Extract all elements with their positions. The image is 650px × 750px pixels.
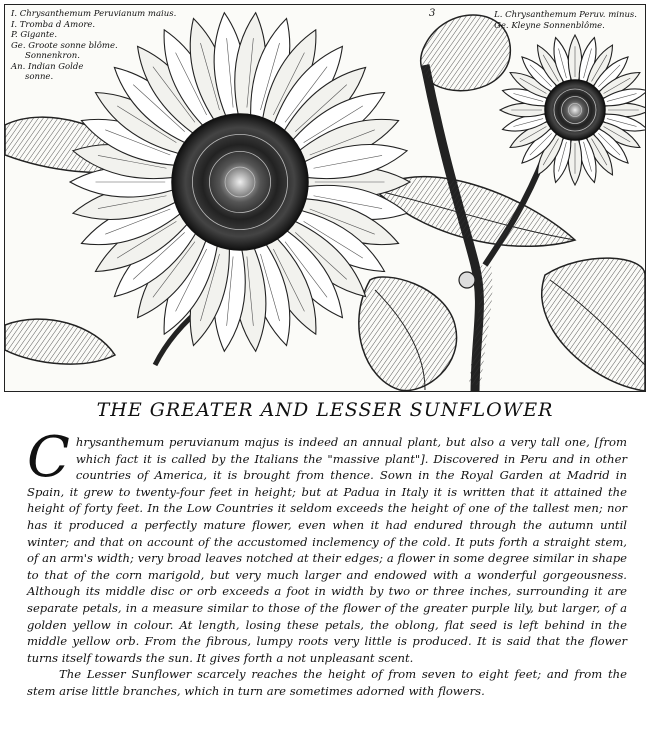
page-title: THE GREATER AND LESSER SUNFLOWER — [96, 399, 554, 421]
leaf-lower-center — [359, 277, 457, 391]
plant-names-left — [11, 9, 176, 83]
plant-names-right — [494, 10, 637, 31]
paragraph-text: hrysanthemum peruvianum majus is indeed an annual plant, but also a very tall one, [from which fact it is called by the Italians the "massive plant"]. Discovered in Peru and in other countries of America, it is brought from thence. Sown in the Royal Garden at Madrid in Spain, it grew to twenty-four feet in height; but at Padua in Italy it is written that it attained the height of forty feet. In the Low Countries it seldom exceeds the height of one of the tallest men; nor has it produced a perfectly mature flower, even when it had endured through the autumn until winter; and that on account of the accustomed inclemency of the cold. It puts forth a straight stem, of an arm's width; very broad leaves notched at their edges; a flower in some degree similar in shape to that of the corn marigold, but very much larger and endowed with a wonderful gorgeousness. Although its middle disc or orb exceeds a foot in width by two or three inches, surrounding it are separate petals, in a measure similar to those of the flower of the greater purple lily, but larger, of a golden yellow in colour. At length, losing these petals, the oblong, flat seed is left behind in the middle yellow orb. From the fibrous, lumpy roots very little is produced. It is said that the flower turns itself towards the sun. It gives forth a not unpleasant scent. — [27, 435, 627, 665]
plant-name: Sonnenkron. — [25, 51, 80, 61]
plate-number: 3 — [429, 8, 436, 19]
plant-name: I. Tromba d Amore. — [11, 19, 96, 30]
plant-name: Ge. Groote sonne blôme. — [11, 40, 118, 51]
drop-cap: C — [27, 425, 70, 490]
paragraph-lesser-sunflower: The Lesser Sunflower scarcely reaches the height of from seven to eight feet; and from the stem arise little branches, which in turn are sometimes adorned with flowers. — [27, 667, 627, 698]
plant-name: I. Chrysanthemum Peruvianum maius. — [11, 9, 177, 19]
flower-bud — [459, 272, 475, 288]
engraving-plate — [4, 4, 646, 392]
plant-name: Ge. Kleyne Sonnenblôme. — [494, 20, 605, 31]
paragraph-greater-sunflower — [27, 425, 627, 666]
lesser-sunflower — [500, 35, 645, 185]
body-text — [27, 425, 627, 700]
plant-name: P. Gigante. — [11, 30, 58, 40]
plant-name: L. Chrysanthemum Peruv. minus. — [494, 10, 637, 20]
plant-name: An. Indian Golde — [11, 61, 84, 72]
leaf-right — [542, 258, 645, 391]
plant-name: sonne. — [25, 72, 54, 82]
